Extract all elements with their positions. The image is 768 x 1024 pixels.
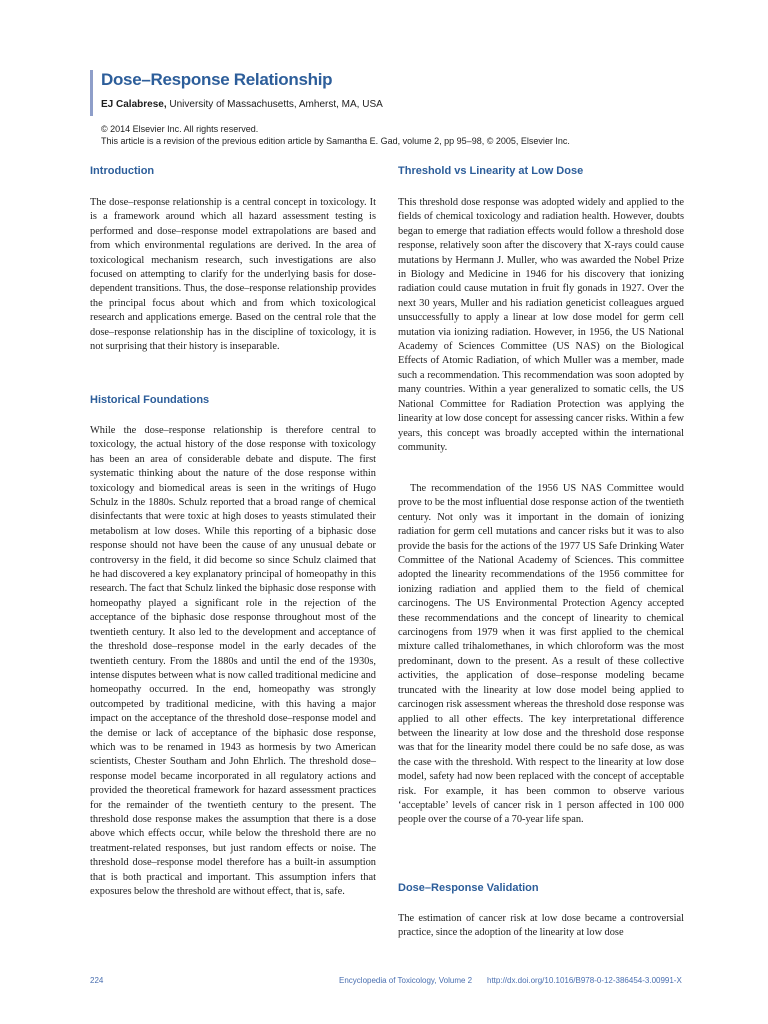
copyright-line: © 2014 Elsevier Inc. All rights reserved.: [101, 124, 259, 134]
doi-link[interactable]: http://dx.doi.org/10.1016/B978-0-12-386454-3.00991-X: [487, 976, 682, 985]
article-title: Dose–Response Relationship: [101, 70, 333, 89]
author-affiliation: University of Massachusetts, Amherst, MA, USA: [169, 99, 383, 110]
heading-threshold-vs-linearity: Threshold vs Linearity at Low Dose: [398, 165, 584, 177]
author-line: [101, 99, 383, 111]
heading-dose-response-validation: Dose–Response Validation: [398, 882, 539, 894]
paragraph-threshold-1: This threshold dose response was adopted widely and applied to the fields of chemical toxicology and radiation health. However, doubts began to emerge that radiation effects would follow a threshold dose response, relatively soon after the discovery that X-rays could cause mutations by Hermann J. Muller, who was awarded the Nobel Prize in Biology and Medicine in 1946 for his discovery that ionizing radiation could cause mutation in fruit fly gonads in 1927. Over the next 30 years, Muller and his radiation geneticist colleagues argued unsuccessfully to apply a linear at low dose model for germ cell mutation via ionizing radiation. However, in 1956, the US National Academy of Sciences Committee (US NAS) on the Biological Effects of Atomic Radiation, of which Muller was a member, made such a recommendation. This recommendation was soon adopted by many countries. Within a year generalized to somatic cells, the US National Committee for Radiation Protection was applying the linearity at low dose concept for assessing cancer risks. Within a few years, this concept was broadly accepted within the international community.: [398, 197, 684, 453]
page-number: 224: [90, 976, 104, 985]
publication-name: Encyclopedia of Toxicology, Volume 2: [339, 976, 473, 985]
paragraph-threshold-2: The recommendation of the 1956 US NAS Committee would prove to be the most influential dose response action of the twentieth century. Not only was it important in the domain of ionizing radiation for germ cell mutations and cancer risks but it was to also provide the basis for the actions of the 1977 US Safe Drinking Water Committee of the National Academy of Sciences. This committee adopted the linearity recommendations of the 1956 committee for ionizing radiation and applied them to the field of chemical carcinogens. The US Environmental Protection Agency accepted these recommendations and the concept of linearity to chemical carcinogens from 1979 when it was first applied to the chemical mixture called trihalomethanes, in which chloroform was the most predominant, down to the present. As a result of these collective activities, the application of dose–response modeling became truncated with the linearity at low dose model being applied to carcinogen risk assessment whereas the threshold dose response was applied to all other effects. The key interpretational difference between the linearity at low dose and the threshold dose response was that for the linearity model there could be no safe dose, as was the case with the threshold. With respect to the linearity at low dose model, safety had now been replaced with the concept of acceptable risk. For example, it has been common to observe various ‘acceptable’ levels of cancer risk in 1 person affected in 100 000 people over the course of a 70-year life span.: [398, 483, 684, 826]
copyright-block: [101, 124, 570, 147]
heading-historical-foundations: Historical Foundations: [90, 394, 210, 406]
title-accent-bar: [90, 70, 93, 116]
paragraph-historical-foundations: While the dose–response relationship is therefore central to toxicology, the actual history of the dose response with toxicology has been an area of considerable debate and dispute. The first systematic thinking about the nature of the dose response within toxicology and biomedical areas is seen in the writings of Hugo Schulz in the 1880s. Schulz reported that a broad range of chemical disinfectants that were toxic at high doses to yeasts stimulated their metabolism at low doses. While this reporting of a biphasic dose response should not have been the cause of any unusual debate or controversy in the field, it did become so since Schulz claimed that he had discovered a key explanatory principal of homeopathy in this research. The fact that Schulz linked the biphasic dose response with homeopathy played a significant role in the rejection of the acceptance of the biphasic dose response throughout most of the twentieth century. It also led to the development and acceptance of the threshold dose–response model in the early decades of the twentieth century. From the 1880s and until the end of the 1930s, intense disputes between what is now called traditional medicine and homeopathy occurred. In the end, homeopathy was strongly outcompeted by traditional medicine, with this having a major impact on the acceptance of the threshold dose–response model and the demise or lack of acceptance of the biphasic dose response, which was to be renamed in 1943 as hormesis by two American scientists, Chester Southam and John Ehrlich. The threshold dose–response model became incorporated in all regulatory actions and provided the theoretical framework for hazard assessment practices for the remainder of the twentieth century to the present. The threshold dose response makes the assumption that there is a dose above which effects occur, while below the threshold there are no treatment-related responses, but just random effects or noise. The threshold dose–response model therefore has a built-in assumption that is both practical and important. This assumption infers that exposures below the threshold are without effect, that is, safe.: [90, 425, 376, 897]
author-name: EJ Calabrese,: [101, 99, 167, 110]
paragraph-validation: The estimation of cancer risk at low dose became a controversial practice, since the adoption of the linearity at low dose: [398, 913, 684, 939]
heading-introduction: Introduction: [90, 165, 155, 177]
revision-note: This article is a revision of the previous edition article by Samantha E. Gad, volume 2, pp 95–98, © 2005, Elsevier Inc.: [101, 135, 570, 146]
paragraph-introduction: The dose–response relationship is a central concept in toxicology. It is a framework around which all hazard assessment testing is performed and dose–response model extrapolations are based and from which environmental regulations are derived. In the area of toxicological mechanism research, such investigations are also focused on attempting to clarify for the underlying basis for dose-dependent transitions. Thus, the dose–response relationship provides the principal focus about which and from which toxicological research and applications emerge. Based on the central role that the dose–response relationship has in the discipline of toxicology, it is not surprising that their history is inseparable.: [90, 197, 376, 353]
